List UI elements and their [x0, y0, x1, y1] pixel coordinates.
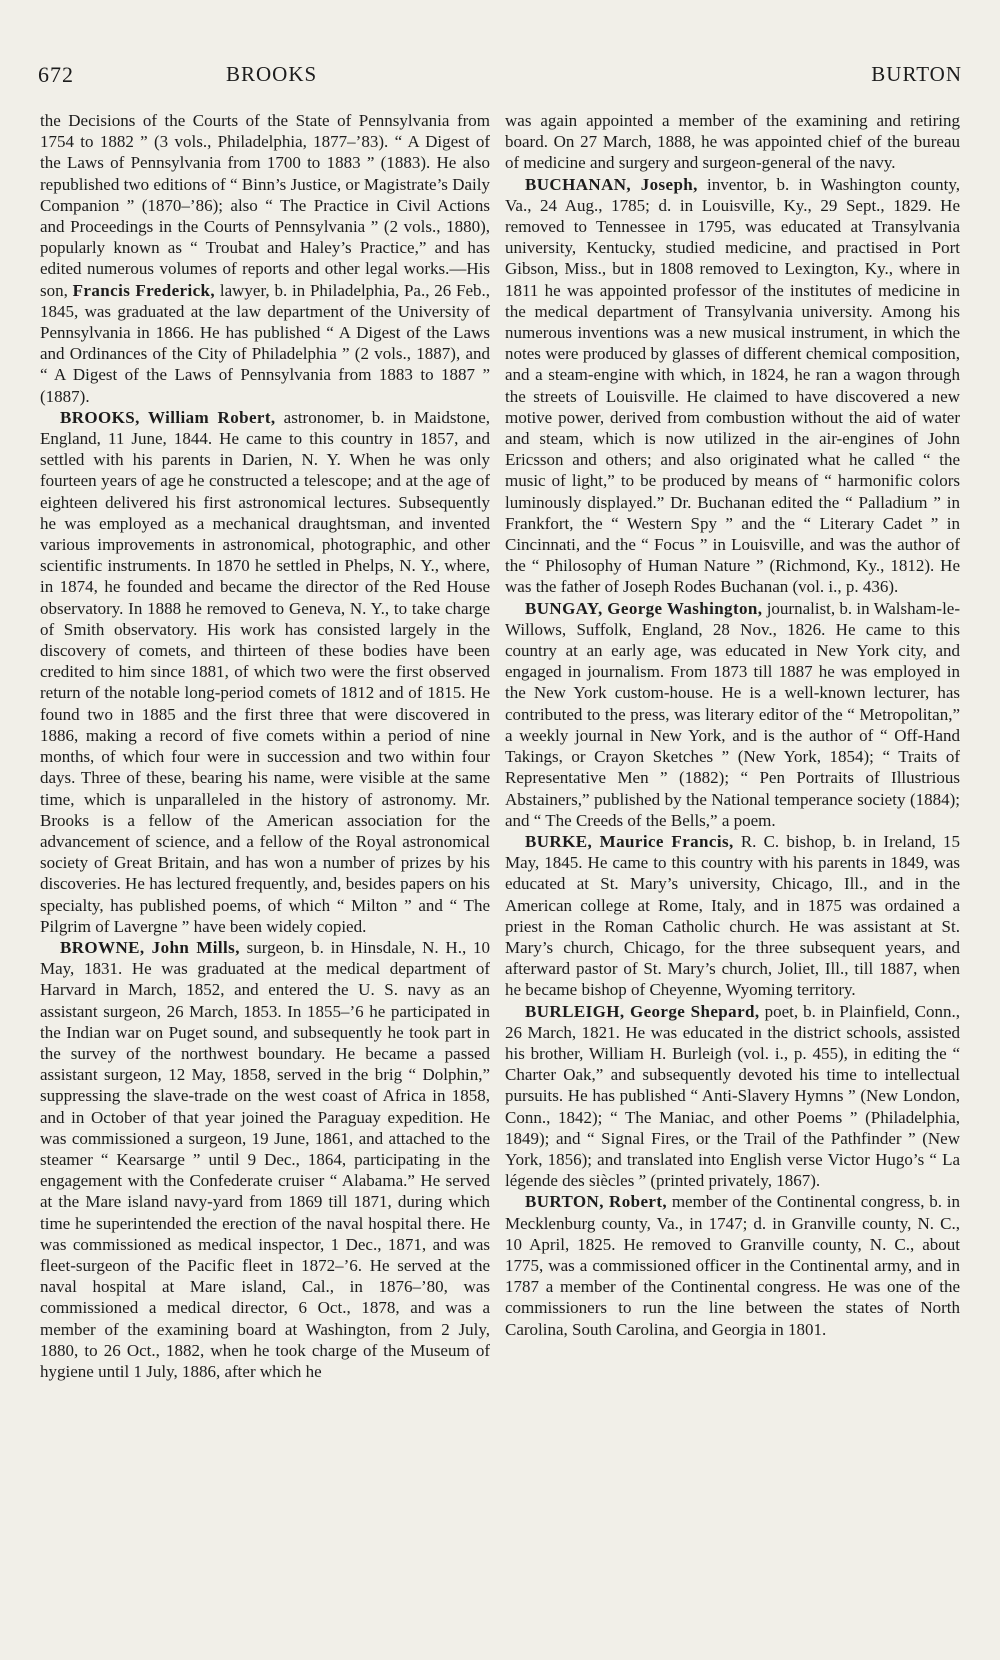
- entry-text: surgeon, b. in Hinsdale, N. H., 10 May, 1831. He was graduated at the medical department of Harvard in March, 1852, and entered the U. S. navy as an assistant surgeon, 26 March, 1853. In 1855–’6 he participated in the Indian war on Puget sound, and subsequently he took part in the survey of the northwest boundary. He became a passed assistant surgeon, 12 May, 1858, served in the brig “ Dolphin,” suppressing the slave-trade on the west coast of Africa in 1858, and in October of that year joined the Paraguay expedition. He was commissioned a surgeon, 19 June, 1861, and attached to the steamer “ Kearsarge ” until 9 Dec., 1864, participating in the engagement with the Confederate cruiser “ Alabama.” He served at the Mare island navy-yard from 1869 till 1871, during which time he superintended the erection of the naval hospital there. He was commissioned as medical inspector, 1 Dec., 1871, and was fleet-surgeon of the Pacific fleet in 1872–’6. He served at the naval hospital at Mare island, Cal., in 1876–’80, was commissioned a medical director, 6 Oct., 1878, and was a member of the examining board at Washington, from 2 July, 1880, to 26 Oct., 1882, when he took charge of the Museum of hygiene until 1 July, 1886, after which he: [40, 937, 490, 1381]
- entry-name: BURTON, Robert,: [525, 1192, 668, 1212]
- entry-burke-maurice: [505, 831, 960, 1001]
- entry-browne-john: [40, 937, 490, 1382]
- entry-text: journalist, b. in Walsham-le-Willows, Suffolk, England, 28 Nov., 1826. He came to this country at an early age, was educated in New York city, and engaged in journalism. From 1873 till 1887 he was employed in the New York custom-house. He is a well-known lecturer, has contributed to the press, was literary editor of the “ Metropolitan,” a weekly journal in New York, and is the author of “ Off-Hand Takings, or Crayon Sketches ” (New York, 1854); “ Traits of Representative Men ” (1882); “ Pen Portraits of Illustrious Abstainers,” published by the National temperance society (1884); and “ The Creeds of the Bells,” a poem.: [505, 598, 960, 830]
- entry-name: BURLEIGH, George Shepard,: [525, 1001, 760, 1021]
- paragraph-browne-continued: [505, 110, 960, 174]
- entry-name: BUCHANAN, Joseph,: [525, 174, 698, 194]
- paragraph-text: was again appointed a member of the examining and retiring board. On 27 March, 1888, he was appointed chief of the bureau of medicine and surgery and surgeon-general of the navy.: [505, 111, 960, 173]
- entry-burleigh-george: [505, 1001, 960, 1192]
- entry-text: R. C. bishop, b. in Ireland, 15 May, 1845. He came to this country with his parents in 1849, was educated at St. Mary’s university, Chicago, Ill., and in the American college at Rome, Italy, and in 1875 was ordained a priest in the Roman Catholic church. He was assistant at St. Mary’s church, Chicago, for the three subsequent years, and afterward pastor of St. Mary’s church, Joliet, Ill., till 1887, when he became bishop of Cheyenne, Wyoming territory.: [505, 831, 960, 1000]
- page-number: 672: [38, 62, 74, 87]
- paragraph-text: the Decisions of the Courts of the State of Pennsylvania from 1754 to 1882 ” (3 vols., Philadelphia, 1877–’83). “ A Digest of the Laws of Pennsylvania from 1700 to 1883 ” (1883). He also republished two editions of “ Binn’s Justice, or Magistrate’s Daily Companion ” (1870–’86); also “ The Practice in Civil Actions and Proceedings in the Courts of Pennsylvania ” (2 vols., 1880), popularly known as “ Troubat and Haley’s Practice,” and has edited numerous volumes of reports and other legal works.—His son,: [40, 111, 490, 300]
- running-header: [38, 62, 962, 92]
- entry-text: astronomer, b. in Maidstone, England, 11 June, 1844. He came to this country in 1857, and settled with his parents in Darien, N. Y. When he was only fourteen years of age he constructed a telescope; and at the age of eighteen delivered his first astronomical lectures. Subsequently he was employed as a mechanical draughtsman, and invented various improvements in astronomical, photographic, and other scientific instruments. In 1870 he settled in Phelps, N. Y., where, in 1874, he founded and became the director of the Red House observatory. In 1888 he removed to Geneva, N. Y., to take charge of Smith observatory. His work has consisted largely in the discovery of comets, and thirteen of these bodies have been credited to him since 1881, of which two were the first observed return of the notable long-period comets of 1812 and of 1815. He found two in 1885 and the first three that were discovered in 1886, making a record of five comets within a period of nine months, of which four were in succession and two within four days. Three of these, bearing his name, were visible at the same time, which is unparalleled in the history of astronomy. Mr. Brooks is a fellow of the American association for the advancement of science, and a fellow of the Royal astronomical society of Great Britain, and has won a number of prizes by his discoveries. He has lectured frequently, and, besides papers on his specialty, has published poems, of which “ Milton ” and “ The Pilgrim of Lavergne ” have been widely copied.: [40, 407, 490, 936]
- paragraph-brooks-continued: [40, 110, 490, 407]
- entry-name: BROWNE, John Mills,: [60, 937, 240, 957]
- entry-burton-robert: [505, 1191, 960, 1339]
- left-column: [40, 110, 490, 1640]
- header-right-word: BURTON: [871, 62, 962, 86]
- header-left-word: BROOKS: [226, 62, 318, 86]
- entry-name: BURKE, Maurice Francis,: [525, 831, 734, 851]
- entry-name: BUNGAY, George Washington,: [525, 598, 763, 618]
- entry-brooks-william: [40, 407, 490, 937]
- entry-text: poet, b. in Plainfield, Conn., 26 March, 1821. He was educated in the district schools, assisted his brother, William H. Burleigh (vol. i., p. 455), in editing the “ Charter Oak,” and subsequently devoted his time to intellectual pursuits. He has published “ Anti-Slavery Hymns ” (New London, Conn., 1842); “ The Maniac, and other Poems ” (Philadelphia, 1849); and “ Signal Fires, or the Trail of the Pathfinder ” (New York, 1856); and translated into English verse Victor Hugo’s “ La légende des siècles ” (printed privately, 1867).: [505, 1001, 960, 1191]
- entry-bungay-george: [505, 598, 960, 831]
- paragraph-text: lawyer, b. in Philadelphia, Pa., 26 Feb., 1845, was graduated at the law department of the University of Pennsylvania in 1866. He has published “ A Digest of the Laws and Ordinances of the City of Philadelphia ” (2 vols., 1887), and “ A Digest of the Laws of Pennsylvania from 1883 to 1887 ” (1887).: [40, 280, 490, 406]
- entry-name: BROOKS, William Robert,: [60, 407, 276, 427]
- entry-buchanan-joseph: [505, 174, 960, 598]
- entry-text: member of the Continental congress, b. in Mecklenburg county, Va., in 1747; d. in Granville county, N. C., 10 April, 1825. He removed to Granville county, N. C., about 1775, was a commissioned officer in the Continental army, and in 1787 a member of the Continental congress. He was one of the commissioners to run the line between the states of North Carolina, South Carolina, and Georgia in 1801.: [505, 1192, 960, 1339]
- right-column: [505, 110, 960, 1640]
- entry-text: inventor, b. in Washington county, Va., 24 Aug., 1785; d. in Louisville, Ky., 29 Sept., 1829. He removed to Tennessee in 1795, was educated at Transylvania university, Kentucky, studied medicine, and practised in Port Gibson, Miss., but in 1808 removed to Lexington, Ky., where in 1811 he was appointed professor of the institutes of medicine in the medical department of Transylvania university. Among his numerous inventions was a new musical instrument, in which the notes were produced by glasses of different chemical composition, and a steam-engine with which, in 1824, he ran a wagon through the streets of Louisville. He claimed to have discovered a new motive power, derived from combustion without the aid of water and steam, which is now utilized in the air-engines of John Ericsson and others; and also originated what he called “ the music of light,” to be produced by means of “ harmonific colors luminously displayed.” Dr. Buchanan edited the “ Palladium ” in Frankfort, the “ Western Spy ” and the “ Literary Cadet ” in Cincinnati, and the “ Focus ” in Louisville, and was the author of the “ Philosophy of Human Nature ” (Richmond, Ky., 1812). He was the father of Joseph Rodes Buchanan (vol. i., p. 436).: [505, 174, 960, 597]
- entry-name: Francis Frederick,: [72, 280, 216, 300]
